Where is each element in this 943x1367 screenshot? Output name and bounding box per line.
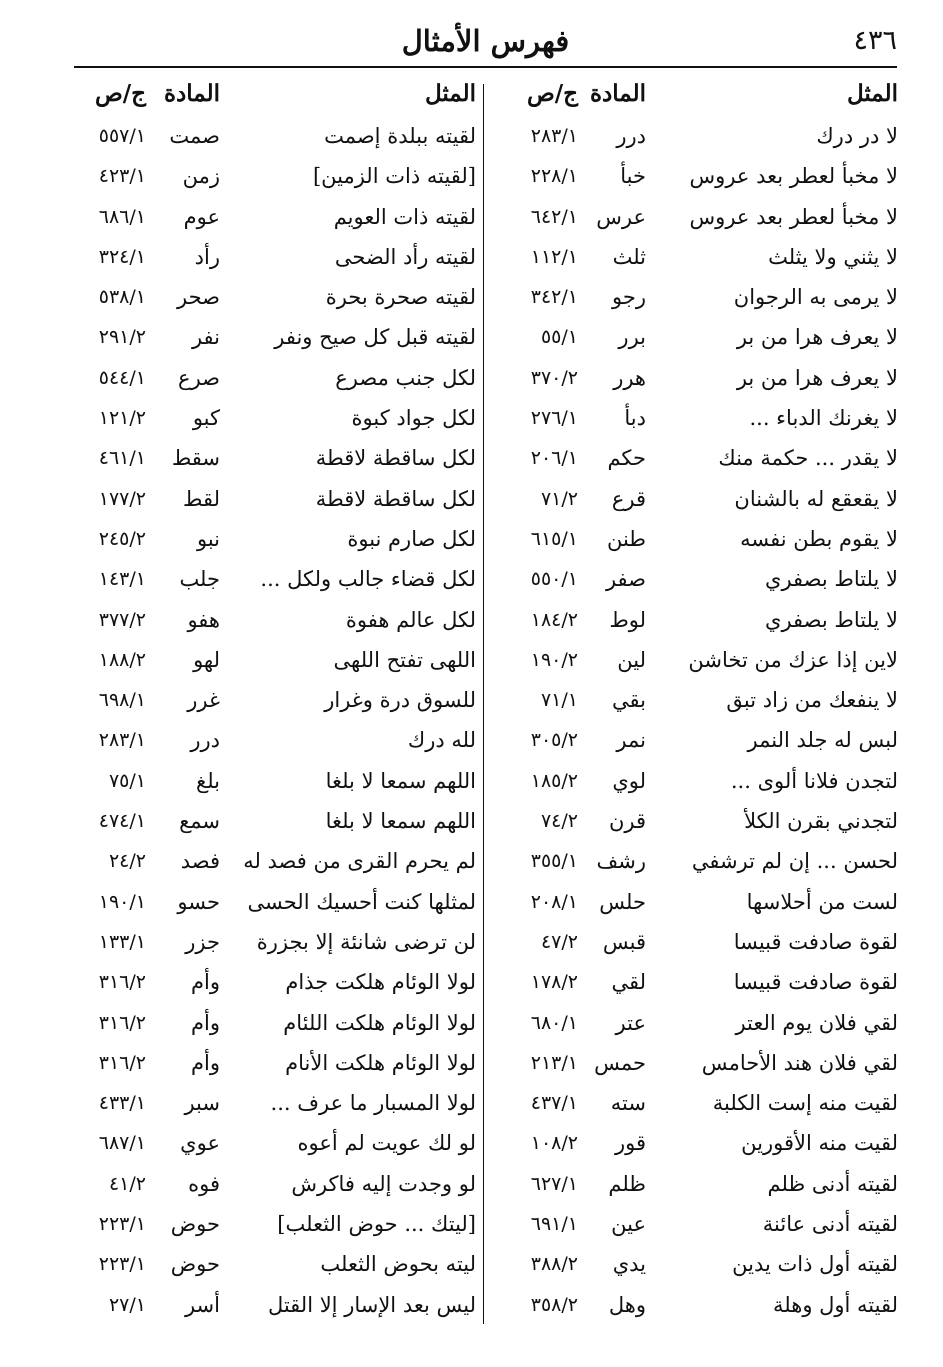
root-entry: هرر <box>613 365 646 390</box>
proverb-text: لقيته أدنى ظلم <box>767 1171 898 1196</box>
root-entry: قبس <box>602 929 646 954</box>
proverb-text: لكل عالم هفوة <box>345 607 476 632</box>
index-row <box>492 1244 898 1284</box>
proverb-text: لاين إذا عزك من تخاشن <box>688 647 898 672</box>
proverb-text: لقيته ذات العويم <box>333 204 476 229</box>
column-header-row <box>66 72 476 116</box>
root-entry: حمس <box>594 1050 646 1075</box>
proverb-text: لقيت منه الأقورين <box>741 1131 898 1156</box>
volume-page-ref: ٣٥٥/١ <box>530 850 578 873</box>
proverb-text: لا يلتاط بصفري <box>765 607 898 632</box>
root-entry: قرن <box>608 809 646 834</box>
volume-page-ref: ٦٤٢/١ <box>530 205 578 228</box>
volume-page-ref: ٥٤٤/١ <box>98 366 146 389</box>
index-row <box>66 1003 476 1043</box>
proverb-text: لا در درك <box>816 124 898 148</box>
root-entry: أسر <box>184 1292 220 1317</box>
root-entry: قرع <box>611 486 646 511</box>
volume-page-ref: ٣١٦/٢ <box>98 971 146 994</box>
volume-page-ref: ٤٣٧/١ <box>530 1092 578 1115</box>
proverb-text: لا يقدر ... حكمة منك <box>718 446 898 471</box>
root-entry: حسو <box>177 889 220 914</box>
volume-page-ref: ٣٢٤/١ <box>98 245 146 268</box>
root-entry: لين <box>617 647 646 672</box>
proverb-text: لمثلها كنت أحسيك الحسى <box>247 889 476 914</box>
proverb-text: لقيته رأد الضحى <box>334 244 476 269</box>
header-rule <box>74 66 897 68</box>
volume-page-ref: ٤٣٣/١ <box>98 1092 146 1115</box>
proverb-text: للسوق درة وغرار <box>324 688 476 713</box>
index-row <box>492 841 898 881</box>
volume-page-ref: ٢٧٦/١ <box>530 407 578 430</box>
index-row <box>66 237 476 277</box>
index-row <box>492 680 898 720</box>
root-entry: حوض <box>170 1252 220 1277</box>
proverb-text: لو وجدت إليه فاكرش <box>291 1171 476 1196</box>
index-row <box>66 680 476 720</box>
root-entry: حوض <box>170 1212 220 1237</box>
proverb-text: لقوة صادفت قبيسا <box>733 929 898 954</box>
root-entry: عوي <box>180 1131 220 1156</box>
index-row <box>492 1043 898 1083</box>
root-entry: وأم <box>191 970 220 995</box>
proverb-text: لو لك عويت لم أعوه <box>297 1131 476 1156</box>
index-row <box>492 761 898 801</box>
proverb-text: لقيته ببلدة إصمت <box>324 124 476 148</box>
index-row <box>66 1285 476 1325</box>
volume-page-ref: ٧١/١ <box>540 689 578 712</box>
index-row <box>66 761 476 801</box>
page-title: فهرس الأمثال <box>401 24 570 58</box>
index-row <box>66 156 476 196</box>
index-row <box>492 277 898 317</box>
proverb-text: لتجدني بقرن الكلأ <box>744 809 898 834</box>
left-column <box>66 72 476 1325</box>
proverb-text: لست من أحلاسها <box>746 889 898 914</box>
index-row <box>66 841 476 881</box>
proverb-text: لولا الوئام هلكت جذام <box>285 970 476 995</box>
index-row <box>492 559 898 599</box>
index-row <box>492 1285 898 1325</box>
root-entry: سمع <box>179 809 220 834</box>
index-row <box>66 519 476 559</box>
proverb-text: لا يلتاط بصفري <box>765 567 898 592</box>
proverb-text: لقيته أدنى عائنة <box>762 1212 898 1237</box>
index-row <box>492 197 898 237</box>
index-row <box>66 1164 476 1204</box>
volume-page-ref: ٣٠٥/٢ <box>530 729 578 752</box>
root-entry: سته <box>610 1091 646 1116</box>
index-row <box>66 640 476 680</box>
volume-page-ref: ٦٨٠/١ <box>530 1011 578 1034</box>
volume-page-ref: ٤٦١/١ <box>98 447 146 470</box>
index-row <box>492 317 898 357</box>
volume-page-ref: ١٠٨/٢ <box>530 1132 578 1155</box>
index-row <box>492 882 898 922</box>
root-entry: ثلث <box>612 244 646 269</box>
root-entry: فوه <box>188 1171 220 1196</box>
root-entry: جزر <box>185 929 220 954</box>
proverb-text: [لقيته ذات الزمين] <box>312 164 476 189</box>
index-row <box>66 1123 476 1163</box>
volume-page-ref: ١٧٧/٢ <box>98 487 146 510</box>
root-entry: دبأ <box>624 406 646 431</box>
proverb-text: لولا المسبار ما عرف ... <box>270 1091 476 1116</box>
proverb-text: لا يعرف هرا من بر <box>736 365 898 390</box>
proverb-text: لا يثني ولا يثلث <box>768 244 898 269</box>
volume-page-ref: ١٣٣/١ <box>98 930 146 953</box>
root-entry: درر <box>616 124 646 148</box>
root-entry: سبر <box>184 1091 220 1116</box>
root-entry: سقط <box>171 446 220 471</box>
root-entry: بلغ <box>196 768 220 793</box>
index-row <box>492 801 898 841</box>
volume-page-ref: ١٨٤/٢ <box>530 608 578 631</box>
root-entry: عين <box>611 1212 646 1237</box>
root-entry: بقي <box>612 688 646 713</box>
index-row <box>492 156 898 196</box>
root-entry: برر <box>618 325 646 350</box>
root-entry: نمر <box>616 728 646 753</box>
index-row <box>66 277 476 317</box>
proverb-text: لا ينفعك من زاد تبق <box>726 688 898 713</box>
index-row <box>492 1003 898 1043</box>
index-row <box>492 962 898 1002</box>
root-entry: فصد <box>180 849 220 874</box>
root-entry: يدي <box>612 1252 646 1277</box>
index-row <box>492 1123 898 1163</box>
volume-page-ref: ٢٠٦/١ <box>530 447 578 470</box>
volume-page-ref: ٢٨٣/١ <box>98 729 146 752</box>
header-mathal: المثل <box>846 80 898 107</box>
root-entry: لوط <box>609 607 646 632</box>
volume-page-ref: ٢١٣/١ <box>530 1051 578 1074</box>
root-entry: قور <box>614 1131 646 1156</box>
root-entry: صحر <box>177 285 220 310</box>
volume-page-ref: ٢٤/٢ <box>108 850 146 873</box>
root-entry: جلب <box>179 567 220 592</box>
volume-page-ref: ٣٨٨/٢ <box>530 1253 578 1276</box>
index-row <box>492 519 898 559</box>
volume-page-ref: ١٧٨/٢ <box>530 971 578 994</box>
proverb-text: لقوة صادفت قبيسا <box>733 970 898 995</box>
proverb-text: لولا الوئام هلكت اللئام <box>283 1010 476 1035</box>
volume-page-ref: ٣٤٢/١ <box>530 286 578 309</box>
volume-page-ref: ٧١/٢ <box>540 487 578 510</box>
index-row <box>492 438 898 478</box>
index-row <box>66 317 476 357</box>
index-row <box>492 398 898 438</box>
header-madda: المادة <box>590 80 646 107</box>
index-row <box>492 600 898 640</box>
root-entry: حلس <box>599 889 646 914</box>
root-entry: رشف <box>596 849 646 874</box>
root-entry: درر <box>190 728 220 753</box>
volume-page-ref: ٥٣٨/١ <box>98 286 146 309</box>
index-row <box>492 720 898 760</box>
root-entry: خبأ <box>620 164 646 189</box>
proverb-text: لقيته أول وهلة <box>773 1292 898 1317</box>
index-row <box>492 479 898 519</box>
volume-page-ref: ٢٢٨/١ <box>530 165 578 188</box>
proverb-text: لكل صارم نبوة <box>347 526 476 551</box>
volume-page-ref: ٤٧٤/١ <box>98 810 146 833</box>
volume-page-ref: ٢٢٣/١ <box>98 1213 146 1236</box>
volume-page-ref: ١١٢/١ <box>530 245 578 268</box>
proverb-text: لقيته قبل كل صيح ونفر <box>274 325 476 350</box>
index-row <box>66 922 476 962</box>
index-row <box>66 559 476 599</box>
volume-page-ref: ٣١٦/٢ <box>98 1051 146 1074</box>
root-entry: لقط <box>183 486 220 511</box>
volume-page-ref: ٦٩١/١ <box>530 1213 578 1236</box>
index-row <box>66 358 476 398</box>
root-entry: زمن <box>182 164 220 189</box>
root-entry: وهل <box>608 1292 646 1317</box>
proverb-text: [ليتك ... حوض الثعلب] <box>277 1212 476 1237</box>
proverb-text: اللهى تفتح اللهى <box>333 647 476 672</box>
header-ref: ج/ص <box>526 80 578 107</box>
root-entry: هفو <box>187 607 220 632</box>
index-row <box>66 197 476 237</box>
root-entry: كبو <box>192 406 220 431</box>
header-ref: ج/ص <box>94 80 146 107</box>
volume-page-ref: ١٢١/٢ <box>98 407 146 430</box>
volume-page-ref: ٤١/٢ <box>108 1172 146 1195</box>
proverb-text: لا يرمى به الرجوان <box>733 285 898 310</box>
index-row <box>492 358 898 398</box>
root-entry: نفر <box>191 325 220 350</box>
root-entry: نبو <box>196 526 220 551</box>
index-row <box>66 1204 476 1244</box>
root-entry: وأم <box>191 1010 220 1035</box>
index-row <box>66 438 476 478</box>
root-entry: لهو <box>193 647 220 672</box>
root-entry: لقي <box>611 970 646 995</box>
index-row <box>66 1083 476 1123</box>
volume-page-ref: ٤٢٣/١ <box>98 165 146 188</box>
proverb-text: لقيته أول ذات يدين <box>732 1252 898 1277</box>
index-row <box>66 1043 476 1083</box>
volume-page-ref: ١٩٠/٢ <box>530 648 578 671</box>
volume-page-ref: ٥٥٧/١ <box>98 125 146 147</box>
volume-page-ref: ٣١٦/٢ <box>98 1011 146 1034</box>
proverb-text: لا مخبأ لعطر بعد عروس <box>689 204 898 229</box>
proverb-text: لقيت منه إست الكلبة <box>712 1091 898 1116</box>
index-row <box>492 1083 898 1123</box>
proverb-text: اللهم سمعا لا بلغا <box>325 809 476 834</box>
root-entry: عرس <box>596 204 646 229</box>
proverb-text: لا يقعقع له بالشنان <box>734 486 898 511</box>
index-row <box>66 1244 476 1284</box>
proverb-text: لكل ساقطة لاقطة <box>315 446 476 471</box>
root-entry: لوي <box>612 768 646 793</box>
index-row <box>492 1204 898 1244</box>
volume-page-ref: ٢٧/١ <box>108 1293 146 1316</box>
volume-page-ref: ٢٨٣/١ <box>530 125 578 147</box>
root-entry: حكم <box>607 446 646 471</box>
volume-page-ref: ٧٥/١ <box>108 769 146 792</box>
volume-page-ref: ٦٨٦/١ <box>98 205 146 228</box>
header-madda: المادة <box>164 80 220 107</box>
index-row <box>66 962 476 1002</box>
volume-page-ref: ٥٥٠/١ <box>530 568 578 591</box>
root-entry: طنن <box>606 526 646 551</box>
proverb-text: ليته بحوض الثعلب <box>320 1252 476 1277</box>
proverb-text: لكل جواد كبوة <box>351 406 476 431</box>
root-entry: صفر <box>605 567 646 592</box>
index-row <box>492 1164 898 1204</box>
volume-page-ref: ٢٤٥/٢ <box>98 527 146 550</box>
root-entry: صمت <box>169 124 220 148</box>
index-row <box>66 801 476 841</box>
root-entry: صرع <box>178 365 220 390</box>
volume-page-ref: ٦٩٨/١ <box>98 689 146 712</box>
index-row <box>492 922 898 962</box>
volume-page-ref: ١٩٠/١ <box>98 890 146 913</box>
volume-page-ref: ٤٧/٢ <box>540 930 578 953</box>
root-entry: رجو <box>612 285 646 310</box>
proverb-text: لكل جنب مصرع <box>335 365 476 390</box>
volume-page-ref: ٢٢٣/١ <box>98 1253 146 1276</box>
index-row <box>492 116 898 156</box>
volume-page-ref: ٦٢٧/١ <box>530 1172 578 1195</box>
volume-page-ref: ٦١٥/١ <box>530 527 578 550</box>
volume-page-ref: ٣٧٧/٢ <box>98 608 146 631</box>
index-row <box>66 600 476 640</box>
proverb-text: لم يحرم القرى من فصد له <box>243 849 476 874</box>
root-entry: غرر <box>187 688 220 713</box>
index-row <box>66 116 476 156</box>
volume-page-ref: ٧٤/٢ <box>540 810 578 833</box>
root-entry: وأم <box>191 1050 220 1075</box>
index-row <box>66 398 476 438</box>
root-entry: عتر <box>615 1010 646 1035</box>
index-row <box>492 640 898 680</box>
volume-page-ref: ٦٨٧/١ <box>98 1132 146 1155</box>
proverb-text: لا يقوم بطن نفسه <box>740 526 898 551</box>
proverb-text: ليس بعد الإسار إلا القتل <box>267 1292 476 1317</box>
root-entry: عوم <box>183 204 220 229</box>
volume-page-ref: ١٤٣/١ <box>98 568 146 591</box>
running-head <box>74 18 897 64</box>
volume-page-ref: ٢٩١/٢ <box>98 326 146 349</box>
volume-page-ref: ١٨٨/٢ <box>98 648 146 671</box>
proverb-text: لا مخبأ لعطر بعد عروس <box>689 164 898 189</box>
proverb-text: اللهم سمعا لا بلغا <box>325 768 476 793</box>
proverb-text: لا يغرنك الدباء ... <box>749 406 898 431</box>
proverb-text: لقي فلان يوم العتر <box>735 1010 898 1035</box>
proverb-text: لكل ساقطة لاقطة <box>315 486 476 511</box>
proverb-text: لكل قضاء جالب ولكل ... <box>260 567 476 592</box>
volume-page-ref: ١٨٥/٢ <box>530 769 578 792</box>
index-row <box>66 479 476 519</box>
proverb-text: لولا الوئام هلكت الأنام <box>285 1050 476 1075</box>
right-column <box>492 72 898 1325</box>
proverb-text: لبس له جلد النمر <box>747 728 898 753</box>
proverb-text: لله درك <box>407 728 476 753</box>
volume-page-ref: ٥٥/١ <box>540 326 578 349</box>
volume-page-ref: ٣٧٠/٢ <box>530 366 578 389</box>
page-number: ٤٣٦ <box>853 25 897 56</box>
volume-page-ref: ٣٥٨/٢ <box>530 1293 578 1316</box>
proverb-text: لقيته صحرة بحرة <box>325 285 476 310</box>
proverb-text: لقي فلان هند الأحامس <box>701 1050 898 1075</box>
proverb-text: لتجدن فلانا ألوى ... <box>730 768 898 793</box>
root-entry: رأد <box>194 244 220 269</box>
root-entry: ظلم <box>608 1171 646 1196</box>
proverb-text: لا يعرف هرا من بر <box>736 325 898 350</box>
index-row <box>66 882 476 922</box>
proverb-text: لحسن ... إن لم ترشفي <box>691 849 898 874</box>
header-mathal: المثل <box>424 80 476 107</box>
index-row <box>492 237 898 277</box>
volume-page-ref: ٢٠٨/١ <box>530 890 578 913</box>
column-header-row <box>492 72 898 116</box>
proverb-text: لن ترضى شانئة إلا بجزرة <box>256 929 476 954</box>
column-divider <box>483 84 484 1324</box>
index-row <box>66 720 476 760</box>
